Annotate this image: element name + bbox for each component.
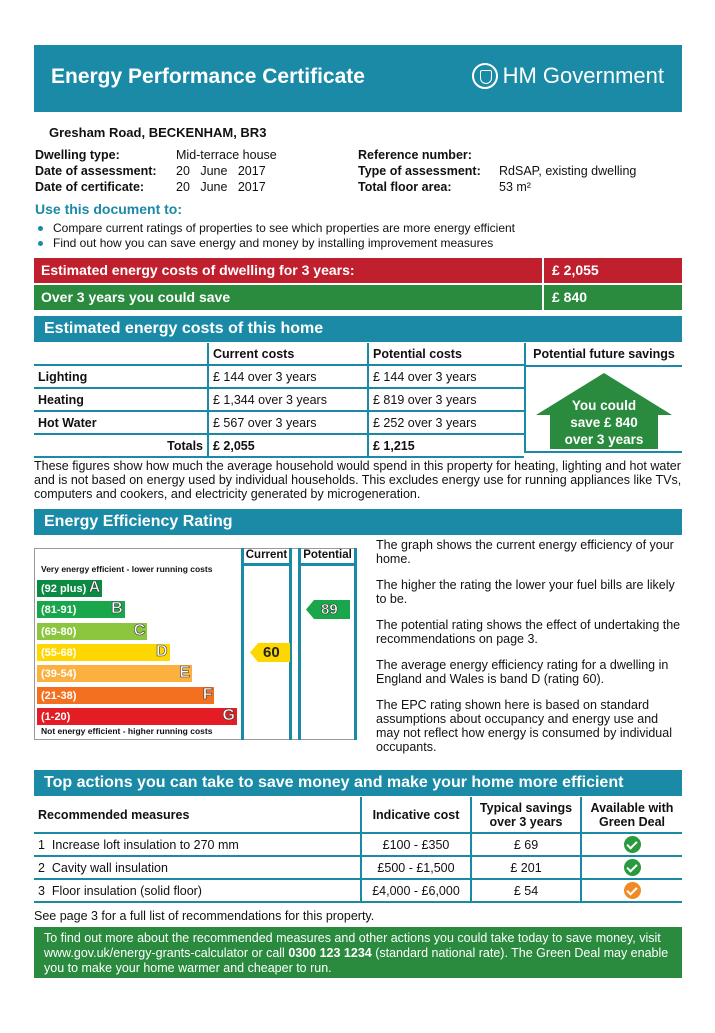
costs-note: These figures show how much the average household would spend in this property for heating, lighting and hot water and is not based on energy used by individual households. This excludes energy use for running appliances like TVs, computers and cookers, and electricity generated by microgeneration. bbox=[34, 459, 682, 501]
band-range: (55-68) bbox=[41, 646, 77, 659]
efficiency-heading: Energy Efficiency Rating bbox=[44, 513, 233, 530]
table-row: 2 Cavity wall insulation £500 - £1,500 £ 201 bbox=[34, 856, 682, 879]
details-right bbox=[358, 147, 636, 195]
rating-band-a bbox=[37, 580, 102, 597]
hm-government-text: HM Government bbox=[502, 63, 664, 88]
band-range: (21-38) bbox=[41, 689, 77, 702]
green-deal-check-icon bbox=[624, 836, 641, 853]
efficiency-paragraph: The higher the rating the lower your fuel bills are likely to be. bbox=[376, 578, 675, 606]
band-letter: C bbox=[133, 621, 146, 639]
rating-band-c bbox=[37, 623, 147, 640]
efficiency-heading-bar bbox=[34, 509, 682, 535]
assessment-date-value: 20 June 2017 bbox=[176, 164, 266, 178]
rating-band-b bbox=[37, 601, 125, 618]
band-range: (1-20) bbox=[41, 710, 71, 723]
green-deal-check-icon bbox=[624, 859, 641, 876]
rating-bands bbox=[35, 580, 241, 730]
rating-band-e bbox=[37, 665, 192, 682]
see-page-note: See page 3 for a full list of recommendations for this property. bbox=[34, 909, 375, 923]
savings-label: Over 3 years you could save bbox=[41, 289, 231, 305]
footer-info: To find out more about the recommended measures and other actions you could take today to save money, visit www.gov.uk/energy-grants-calculator or call 0300 123 1234 (standard national rate). The Green Deal may enable you to make your home warmer and cheaper to run. bbox=[34, 927, 682, 978]
certificate-date-value: 20 June 2017 bbox=[176, 180, 266, 194]
col-measures: Recommended measures bbox=[34, 797, 361, 833]
crest-icon bbox=[472, 63, 498, 89]
certificate-date-label: Date of certificate: bbox=[35, 180, 145, 194]
table-row: Lighting £ 144 over 3 years £ 144 over 3 years bbox=[34, 365, 524, 388]
band-letter: E bbox=[179, 664, 191, 682]
band-letter: A bbox=[88, 579, 101, 596]
costs-heading-bar bbox=[34, 316, 682, 342]
band-letter: D bbox=[156, 642, 168, 660]
costs-heading: Estimated energy costs of this home bbox=[44, 320, 324, 337]
potential-rating-arrow bbox=[306, 600, 350, 619]
rating-band-f bbox=[37, 687, 214, 704]
page-title: Energy Performance Certificate bbox=[51, 65, 365, 88]
list-item: Compare current ratings of properties to see which properties are more energy efficient bbox=[35, 221, 675, 236]
estimated-cost-bar bbox=[34, 258, 682, 283]
col-future-savings: Potential future savings bbox=[526, 343, 682, 367]
recommendations-table bbox=[34, 797, 682, 903]
col-current-costs: Current costs bbox=[208, 343, 368, 365]
dwelling-type-value: Mid-terrace house bbox=[176, 148, 277, 162]
col-potential: Potential bbox=[301, 548, 354, 566]
actions-heading: Top actions you can take to save money and make your home more efficient bbox=[44, 774, 624, 791]
use-doc-list bbox=[35, 221, 675, 251]
col-cost: Indicative cost bbox=[361, 797, 471, 833]
efficiency-paragraph: The graph shows the current energy efficiency of your home. bbox=[376, 538, 674, 566]
efficiency-paragraph: The potential rating shows the effect of undertaking the recommendations on page 3. bbox=[376, 618, 681, 646]
col-savings: Typical savings over 3 years bbox=[471, 797, 581, 833]
dwelling-type-label: Dwelling type: bbox=[35, 148, 120, 162]
table-row: Hot Water £ 567 over 3 years £ 252 over 3 years bbox=[34, 411, 524, 434]
table-row: 3 Floor insulation (solid floor) £4,000 - £6,000 £ 54 bbox=[34, 879, 682, 902]
floor-area-label: Total floor area: bbox=[358, 180, 452, 194]
efficiency-paragraph: The average energy efficiency rating for a dwelling in England and Wales is band D (rating 60). bbox=[376, 658, 669, 686]
current-rating-value: 60 bbox=[263, 643, 280, 661]
band-range: (81-91) bbox=[41, 604, 77, 617]
costs-table bbox=[34, 343, 524, 458]
house-savings-text: You could save £ 840 over 3 years bbox=[564, 398, 644, 447]
savings-value: £ 840 bbox=[542, 285, 682, 310]
reference-label: Reference number: bbox=[358, 148, 472, 162]
band-letter: G bbox=[222, 706, 235, 724]
rating-band-d bbox=[37, 644, 170, 661]
green-deal-check-icon bbox=[624, 882, 641, 899]
future-savings-box bbox=[524, 343, 682, 453]
assessment-type-value: RdSAP, existing dwelling bbox=[499, 164, 637, 178]
estimated-cost-value: £ 2,055 bbox=[542, 258, 682, 283]
efficiency-paragraph: The EPC rating shown here is based on standard assumptions about occupancy and energy use and may not reflect how energy is consumed by individual occupants. bbox=[376, 698, 672, 754]
band-range: (39-54) bbox=[41, 668, 77, 681]
table-row: 1 Increase loft insulation to 270 mm £100 - £350 £ 69 bbox=[34, 833, 682, 856]
efficiency-text bbox=[376, 538, 681, 754]
band-range: (92 plus) bbox=[41, 583, 87, 595]
actions-heading-bar bbox=[34, 770, 682, 796]
potential-column bbox=[298, 548, 357, 740]
estimated-cost-label: Estimated energy costs of dwelling for 3 years: bbox=[41, 262, 355, 278]
page-header bbox=[34, 45, 682, 112]
col-green-deal: Available with Green Deal bbox=[581, 797, 682, 833]
phone-number: 0300 123 1234 bbox=[288, 946, 372, 960]
list-item: Find out how you can save energy and money by installing improvement measures bbox=[35, 236, 675, 251]
floor-area-value: 53 m² bbox=[499, 180, 531, 194]
details-left bbox=[35, 147, 277, 195]
col-potential-costs: Potential costs bbox=[368, 343, 524, 365]
very-efficient-note: Very energy efficient - lower running costs bbox=[41, 564, 213, 574]
rating-band-g bbox=[37, 708, 237, 725]
not-efficient-note: Not energy efficient - higher running costs bbox=[41, 726, 213, 736]
totals-row: Totals £ 2,055 £ 1,215 bbox=[34, 434, 524, 457]
band-letter: F bbox=[202, 685, 213, 703]
current-rating-arrow bbox=[250, 643, 290, 662]
savings-bar bbox=[34, 285, 682, 310]
band-range: (69-80) bbox=[41, 625, 77, 638]
hm-government-logo bbox=[472, 63, 664, 89]
assessment-type-label: Type of assessment: bbox=[358, 164, 481, 178]
potential-rating-value: 89 bbox=[321, 601, 338, 619]
property-address: Gresham Road, BECKENHAM, BR3 bbox=[49, 125, 267, 140]
assessment-date-label: Date of assessment: bbox=[35, 164, 157, 178]
use-doc-heading: Use this document to: bbox=[35, 201, 183, 217]
table-row: Heating £ 1,344 over 3 years £ 819 over 3 years bbox=[34, 388, 524, 411]
col-current: Current bbox=[244, 548, 289, 566]
band-letter: B bbox=[111, 600, 123, 618]
